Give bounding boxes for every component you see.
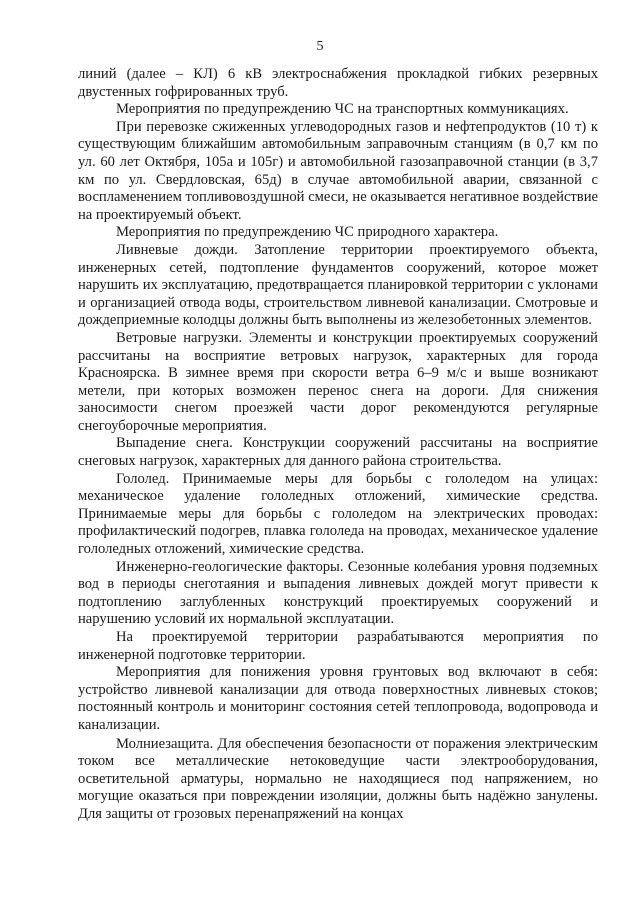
heading-natural-emergencies: Мероприятия по предупреждению ЧС природного характера. xyxy=(116,224,499,241)
page-number: 5 xyxy=(316,39,324,54)
paragraph-groundwater: Мероприятия для понижения уровня грунтовых вод включают в себя: устройство ливневой канализации для отвода поверхностных ливневых стоков; постоянный контроль и мониторинг состояния сетей теплопровода, водопровода и канализации. xyxy=(78,664,598,733)
paragraph-cable-lines: линий (далее – КЛ) 6 кВ электроснабжения прокладкой гибких резервных двустенных гофрированных труб. xyxy=(78,66,598,100)
paragraph-geology: Инженерно-геологические факторы. Сезонные колебания уровня подземных вод в периоды снеготаяния и выпадения ливневых дождей могут привести к подтоплению заглубленных конструкций проектируемых сооружений и нарушению условий их нормальной эксплуатации. xyxy=(78,558,598,628)
heading-transport-emergencies: Мероприятия по предупреждению ЧС на транспортных коммуникациях. xyxy=(116,101,569,118)
paragraph-ice: Гололед. Принимаемые меры для борьбы с гололедом на улицах: механическое удаление гололедных отложений, химические средства. Принимаемые меры для борьбы с гололедом на электрических проводах: профилактический подогрев, плавка гололеда на проводах, механическое удаление гололедных отложений, химические средства. xyxy=(78,470,598,558)
paragraph-engineering-preparation: На проектируемой территории разрабатываются мероприятия по инженерной подготовке территории. xyxy=(78,629,598,663)
paragraph-snowfall: Выпадение снега. Конструкции сооружений рассчитаны на восприятие снеговых нагрузок, характерных для данного района строительства. xyxy=(78,435,598,470)
paragraph-wind-loads: Ветровые нагрузки. Элементы и конструкции проектируемых сооружений рассчитаны на восприятие ветровых нагрузок, характерных для города Красноярска. В зимнее время при скорости ветра 6–9 м/с и выше возникают метели, при которых возможен перенос снега на дороги. Для снижения заносимости снегом проезжей части дорог рекомендуются регулярные снегоуборочные мероприятия. xyxy=(78,329,598,434)
body-text xyxy=(78,66,598,824)
paragraph-lightning-protection: Молниезащита. Для обеспечения безопасности от поражения электрическим током все металлические нетоковедущие части электрооборудования, осветительной арматуры, нормально не находящиеся под напряжением, но могущие оказаться при повреждении изоляции, должны быть надёжно занулены. Для защиты от грозовых перенапряжений на концах xyxy=(78,735,598,822)
paragraph-fuel-transport: При перевозке сжиженных углеводородных газов и нефтепродуктов (10 т) к существующим ближайшим автомобильным заправочным станциям (в 0,7 км по ул. 60 лет Октября, 105а и 105г) и автомобильной газозаправочной станции (в 3,7 км по ул. Свердловская, 65д) в случае автомобильной аварии, связанной с воспламенением топливовоздушной смеси, не оказывается негативное воздействие на проектируемый объект. xyxy=(78,118,598,223)
paragraph-heavy-rain: Ливневые дожди. Затопление территории проектируемого объекта, инженерных сетей, подтопление фундаментов сооружений, которое может нарушить их эксплуатацию, предотвращается планировкой территории с уклонами и организацией отвода воды, строительством ливневой канализации. Смотровые и дождеприемные колодцы должны быть выполнены из железобетонных элементов. xyxy=(78,241,598,329)
